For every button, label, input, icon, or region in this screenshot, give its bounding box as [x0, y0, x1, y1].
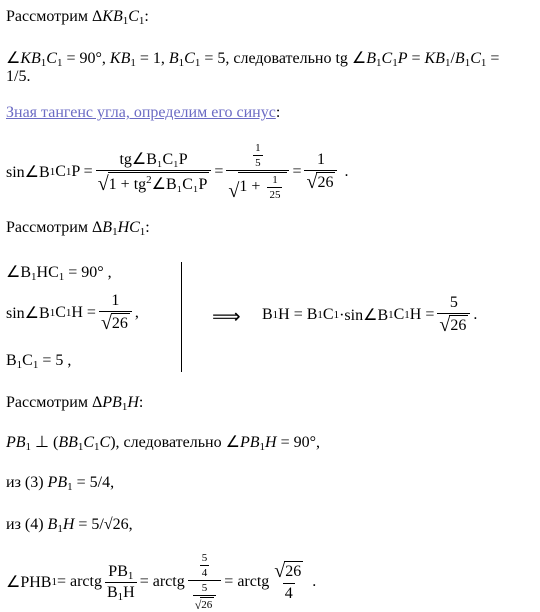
text: =	[486, 50, 500, 67]
denominator: √ 26	[437, 313, 470, 336]
period: .	[344, 163, 349, 180]
numerator: 1	[272, 174, 278, 186]
text: H	[123, 583, 135, 601]
var: B	[168, 50, 179, 67]
sub: 1	[138, 15, 145, 27]
numerator: 5	[201, 582, 208, 594]
text: = 5, следовательно tg ∠	[200, 50, 367, 67]
sub: 1	[58, 271, 65, 283]
text: C	[22, 352, 33, 369]
line-2	[6, 48, 499, 68]
sub: 1	[117, 590, 124, 603]
text: P =	[71, 163, 93, 180]
text: sin∠B	[6, 305, 50, 322]
var: KB	[109, 50, 131, 67]
text: = 1,	[135, 50, 169, 67]
text: C	[393, 306, 405, 323]
result-equation: B 1 H = B 1 C 1 ·sin∠B 1 C 1 H = 5 √ 26 .	[262, 294, 478, 336]
system-line-a	[6, 262, 112, 282]
sub: 1	[32, 359, 39, 371]
text: C	[55, 163, 66, 180]
denominator: √ $1 + tg^2\angle B_1C_1P$	[96, 170, 212, 195]
sine-link[interactable]: Зная тангенс угла, определим его синус	[6, 104, 276, 121]
system-line-b: sin∠B 1 C 1 H = 1 √ 26 ,	[6, 292, 139, 334]
numerator	[248, 142, 268, 170]
text: B	[6, 352, 17, 369]
denominator: √ 26	[304, 170, 337, 193]
fraction	[437, 294, 470, 336]
var: PB	[6, 434, 26, 451]
text: из (4)	[6, 516, 48, 533]
text: B	[106, 583, 118, 601]
sub: 1	[121, 401, 128, 413]
var: PB	[102, 394, 122, 411]
sub: 1	[40, 57, 47, 69]
colon: :	[138, 394, 144, 411]
sub: 1	[57, 523, 63, 535]
text: ∠PHB	[6, 574, 52, 591]
text: = 5/√26,	[74, 516, 133, 533]
period: .	[312, 573, 317, 590]
text: ∠	[6, 50, 21, 67]
text: PB	[108, 562, 128, 580]
line-1	[6, 8, 149, 26]
var: PB	[239, 434, 260, 451]
sub: 1	[56, 57, 63, 69]
colon: :	[144, 8, 149, 25]
var: BB	[58, 434, 78, 451]
equals: =	[214, 163, 224, 180]
var: C	[184, 50, 195, 67]
fraction	[272, 561, 305, 603]
sub: 1	[127, 569, 134, 582]
fraction	[99, 292, 132, 334]
var: C	[46, 50, 57, 67]
sub: 1	[392, 57, 398, 69]
text: 1 +	[239, 178, 265, 196]
denominator	[188, 580, 222, 612]
text: = 90°,	[276, 434, 320, 451]
colon: :	[275, 104, 281, 121]
system-line-c	[6, 352, 71, 370]
sub: 1	[178, 57, 185, 69]
numerator: √ 26	[274, 560, 302, 582]
radicand: 26	[450, 317, 467, 334]
sub: 1	[444, 57, 451, 69]
sub: 1	[139, 226, 146, 238]
line-5	[6, 394, 143, 412]
text: C	[322, 306, 334, 323]
var: HC	[117, 219, 140, 236]
fraction	[188, 552, 222, 612]
text: B	[262, 306, 273, 323]
text: = arctg	[139, 573, 185, 590]
fraction	[226, 142, 289, 202]
heading-text: Рассмотрим Δ	[6, 394, 103, 411]
text: C	[55, 304, 66, 321]
denominator: √ 26	[99, 311, 132, 334]
text: /	[450, 50, 455, 67]
var: C	[99, 434, 111, 451]
line-6	[6, 432, 320, 452]
numerator: 1	[316, 151, 325, 168]
text: =	[407, 50, 425, 67]
var: KB	[424, 50, 445, 67]
heading-text: Рассмотрим Δ	[6, 219, 103, 236]
numerator: 1	[255, 142, 261, 154]
text: из (3)	[6, 474, 48, 491]
text: 1 + tg	[108, 176, 147, 193]
numerator	[106, 563, 135, 582]
radicand: 26	[201, 599, 213, 611]
sub: 1	[130, 57, 136, 69]
sub: 1	[194, 57, 201, 69]
sup: 2	[146, 174, 152, 186]
var: C	[470, 50, 481, 67]
numerator: tg∠B₁C₁P	[119, 151, 188, 168]
system-divider	[181, 262, 182, 372]
denominator: 4	[201, 567, 208, 579]
sub: 1	[16, 359, 23, 371]
sub: 1	[94, 441, 100, 453]
var: P	[397, 50, 408, 67]
text: = 5 ,	[38, 352, 72, 369]
sub: 1	[464, 57, 471, 69]
line-7	[6, 474, 114, 492]
radicand: 26	[317, 174, 334, 191]
sub: 1	[25, 441, 32, 453]
denominator: √ 26	[193, 595, 217, 612]
sub: 1	[376, 57, 382, 69]
numerator: 5	[201, 552, 208, 564]
var: B	[47, 516, 58, 533]
text: = 90° ,	[64, 264, 112, 281]
var: KB	[20, 50, 41, 67]
text: = 5/4,	[72, 474, 115, 491]
text: ), следовательно ∠	[110, 434, 240, 451]
text: HC	[36, 264, 59, 281]
implies-arrow: ⟹	[212, 306, 241, 328]
sub: 1	[77, 441, 84, 453]
sub: 1	[480, 57, 487, 69]
var: B	[366, 50, 377, 67]
line-2b: 1/5.	[6, 68, 31, 85]
radicand: 26	[111, 315, 128, 332]
sub: 1	[31, 271, 37, 283]
period: .	[473, 306, 478, 323]
sub: 1	[122, 15, 129, 27]
heading-text: Рассмотрим Δ	[6, 8, 103, 25]
var: H	[127, 394, 139, 411]
var: C	[83, 434, 95, 451]
sub: 1	[112, 226, 118, 238]
fraction	[105, 563, 137, 602]
sub: 1	[259, 441, 266, 453]
text: = arctg	[56, 573, 102, 590]
text: ·sin∠B	[339, 307, 389, 324]
text: ⊥ (	[31, 434, 59, 451]
text: ∠B	[6, 264, 32, 281]
line-4	[6, 219, 150, 237]
var: KB	[102, 8, 123, 25]
text: = arctg	[224, 573, 270, 590]
colon: :	[145, 219, 150, 236]
denominator: 5	[255, 157, 261, 169]
equation-arctg: ∠PHB 1 = arctg $\frac{PB_1}{B_1H}$ = arctg $\frac{5}{4}$ 5 √ 26 = arctg √ 26 4 .	[6, 552, 317, 612]
denominator: √ 1 + $\frac{1}{25}$	[226, 170, 289, 202]
denominator: 25	[269, 189, 281, 201]
line-3	[6, 104, 280, 122]
var: H	[265, 434, 277, 451]
equation-sine: sin∠B 1 C 1 P = tg∠B₁C₁P √ $1 + tg^2\angle B_1C_1P$ = $\frac{1}{5}$ √ 1 + $\frac{1}{25}$ = 1 √ 26 .	[6, 142, 349, 202]
denominator: 4	[284, 585, 293, 602]
comma: ,	[134, 304, 139, 321]
numerator: 1	[111, 292, 120, 309]
text: H =	[409, 306, 435, 323]
fraction	[96, 149, 212, 195]
radicand: 26	[285, 563, 302, 580]
sub: 1	[67, 481, 73, 493]
text: sin∠B	[6, 164, 50, 181]
var: B	[454, 50, 465, 67]
fraction	[304, 151, 337, 193]
text: H = B	[278, 306, 318, 323]
numerator	[195, 552, 215, 580]
numerator: 5	[449, 294, 458, 311]
text: ∠B₁C₁P	[151, 176, 208, 193]
text: H =	[71, 304, 96, 321]
denominator	[105, 582, 137, 602]
equals: =	[292, 163, 302, 180]
text: = 90°,	[62, 50, 110, 67]
var: PB	[47, 474, 68, 491]
var: H	[62, 516, 75, 533]
line-8	[6, 516, 133, 534]
var: C	[381, 50, 393, 67]
var: B	[102, 219, 113, 236]
var: C	[128, 8, 139, 25]
